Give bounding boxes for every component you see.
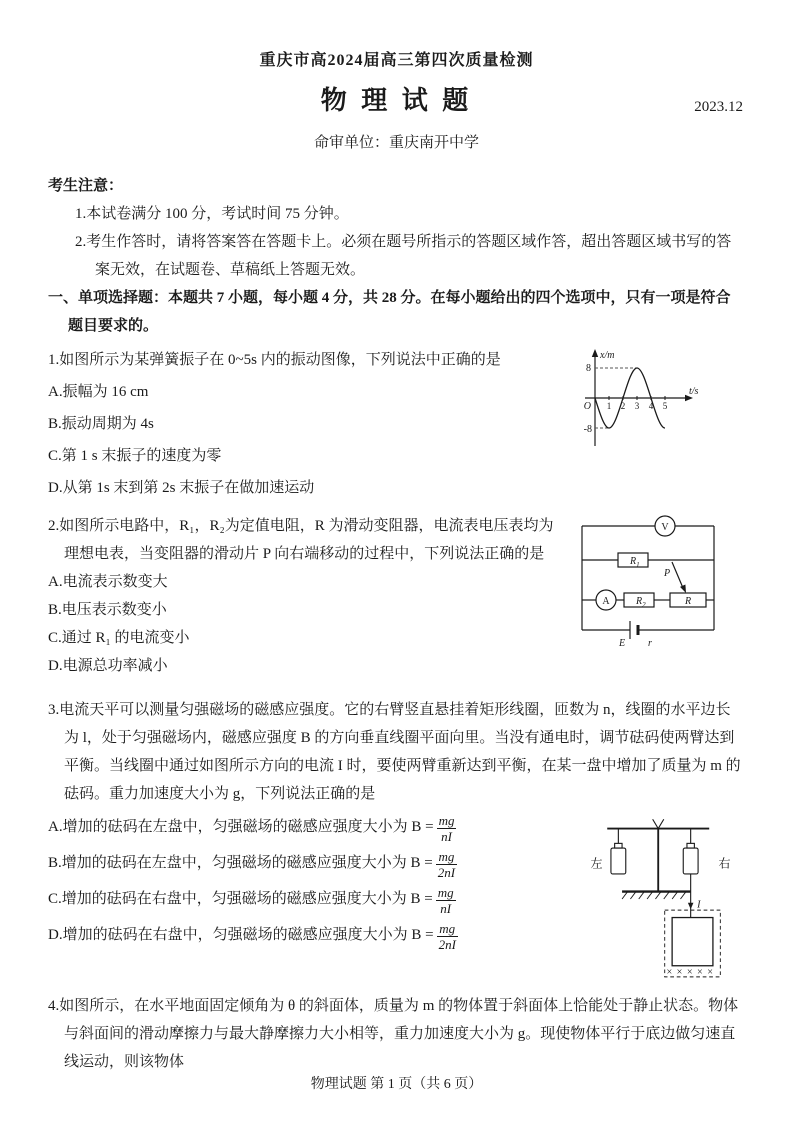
question-1 <box>48 346 745 502</box>
q1-tick-5: 5 <box>662 401 668 411</box>
q3-option-b-text: B.增加的砝码在左盘中，匀强磁场的磁感应强度大小为 B = <box>48 855 433 871</box>
q1-x-axis-label: t/s <box>689 386 699 397</box>
q2-option-c: C.通过 R₁ 的电流变小 <box>48 630 190 646</box>
q1-tick-1: 1 <box>606 401 612 411</box>
q2-option-b: B.电压表示数变小 <box>48 602 167 618</box>
q1-option-b: B.振动周期为 4s <box>48 416 154 432</box>
r2-label: $R_2$ <box>636 596 646 609</box>
notice-block <box>48 172 745 284</box>
q1-y-max-label: 8 <box>586 363 591 374</box>
r1-label: $R_1$ <box>630 556 640 569</box>
q1-tick-3: 3 <box>634 401 640 411</box>
q1-oscillation-graph <box>575 346 705 454</box>
q3-option-a-fraction: $\frac{mg}{nI}$ <box>438 813 455 844</box>
current-label: I <box>697 899 701 911</box>
page-footer: 物理试题 第 1 页（共 6 页） <box>310 1077 483 1092</box>
q1-tick-4: 4 <box>648 401 654 411</box>
internal-resistance-label: r <box>648 638 652 649</box>
q1-origin-label: O <box>583 401 591 412</box>
question-4 <box>48 992 745 1076</box>
title-row <box>48 82 745 120</box>
section-1-heading: 一、单项选择题：本题共 7 小题，每小题 4 分，共 28 分。在每小题给出的四个选项中，只有一项是符合题目要求的。 <box>48 290 731 334</box>
q1-y-axis-label: x/m <box>600 350 615 361</box>
q2-option-a: A.电流表示数变大 <box>48 574 168 590</box>
q1-option-d: D.从第 1s 末到第 2s 末振子在做加速运动 <box>48 480 315 496</box>
field-into-page-mark: × <box>686 967 693 979</box>
q1-tick-2: 2 <box>620 401 626 411</box>
q3-stem: 3.电流天平可以测量匀强磁场的磁感应强度。它的右臂竖直悬挂着矩形线圈，匝数为 n，线圈的水平边长为 l，处于匀强磁场内，磁感应强度 B 的方向垂直线圈平面向里。当没有通电时，调节砝码使两臂达到平衡。当线圈中通过如图所示方向的电流 I 时，要使两臂重新达到平衡，在某一盘中增加了质量为 m 的砝码。重力加速度大小为 g，下列说法正确的是 <box>48 702 741 802</box>
q3-option-c-fraction: $\frac{mg}{nI}$ <box>437 885 454 916</box>
voltmeter-symbol: V <box>661 522 669 533</box>
slider-label: P <box>663 568 671 579</box>
q2-figure <box>568 512 723 652</box>
q3-option-d-text: D.增加的砝码在右盘中，匀强磁场的磁感应强度大小为 B = <box>48 927 434 943</box>
q1-option-a: A.振幅为 16 cm <box>48 384 149 400</box>
question-2 <box>48 512 745 680</box>
q3-option-a-text: A.增加的砝码在左盘中，匀强磁场的磁感应强度大小为 B = <box>48 819 434 835</box>
q1-option-c: C.第 1 s 末振子的速度为零 <box>48 448 222 464</box>
issuer-line: 命审单位：重庆南开中学 <box>313 135 479 151</box>
q2-option-d: D.电源总功率减小 <box>48 658 168 674</box>
page-title: 物 理 试 题 <box>320 86 473 115</box>
q3-current-balance-diagram <box>581 810 741 988</box>
notice-heading: 考生注意： <box>48 178 124 194</box>
q3-figure <box>581 810 741 988</box>
notice-item-2: 2.考生作答时，请将答案答在答题卡上。必须在题号所指示的答题区域作答，超出答题区域书写的答案无效，在试题卷、草稿纸上答题无效。 <box>75 234 732 278</box>
q3-option-d-fraction: $\frac{mg}{2nI}$ <box>438 921 456 952</box>
q3-option-b-fraction: $\frac{mg}{2nI}$ <box>437 849 456 880</box>
field-into-page-mark: × <box>707 967 714 979</box>
q1-figure <box>575 346 705 454</box>
field-into-page-mark: × <box>676 967 683 979</box>
notice-item-1: 1.本试卷满分 100 分，考试时间 75 分钟。 <box>75 206 349 222</box>
field-into-page-mark: × <box>697 967 703 979</box>
q2-stem: 2.如图所示电路中，R₁，R₂为定值电阻，R 为滑动变阻器，电流表电压表均为理想电表，当变阻器的滑动片 P 向右端移动的过程中，下列说法正确的是 <box>48 518 554 562</box>
field-into-page-mark: × <box>666 967 673 979</box>
emf-label: E <box>618 638 626 649</box>
exam-date: 2023.12 <box>694 99 743 115</box>
q4-stem: 4.如图所示，在水平地面固定倾角为 θ 的斜面体，质量为 m 的物体置于斜面体上恰能处于静止状态。物体与斜面间的滑动摩擦力与最大静摩擦力大小相等，重力加速度大小为 g。现使物体平行于底边做匀速直线运动，则该物体 <box>48 998 739 1070</box>
rheostat-label: R <box>684 596 692 607</box>
exam-title-line: 重庆市高2024届高三第四次质量检测 <box>259 52 534 69</box>
question-3 <box>48 696 745 979</box>
left-pan-label: 左 <box>590 856 603 871</box>
q1-y-min-label: -8 <box>583 424 592 435</box>
ammeter-symbol: A <box>602 596 610 607</box>
q3-option-c-text: C.增加的砝码在右盘中，匀强磁场的磁感应强度大小为 B = <box>48 891 433 907</box>
q2-circuit-diagram <box>568 512 723 652</box>
q1-stem: 1.如图所示为某弹簧振子在 0~5s 内的振动图像，下列说法中正确的是 <box>48 352 501 368</box>
right-pan-label: 右 <box>718 856 731 871</box>
